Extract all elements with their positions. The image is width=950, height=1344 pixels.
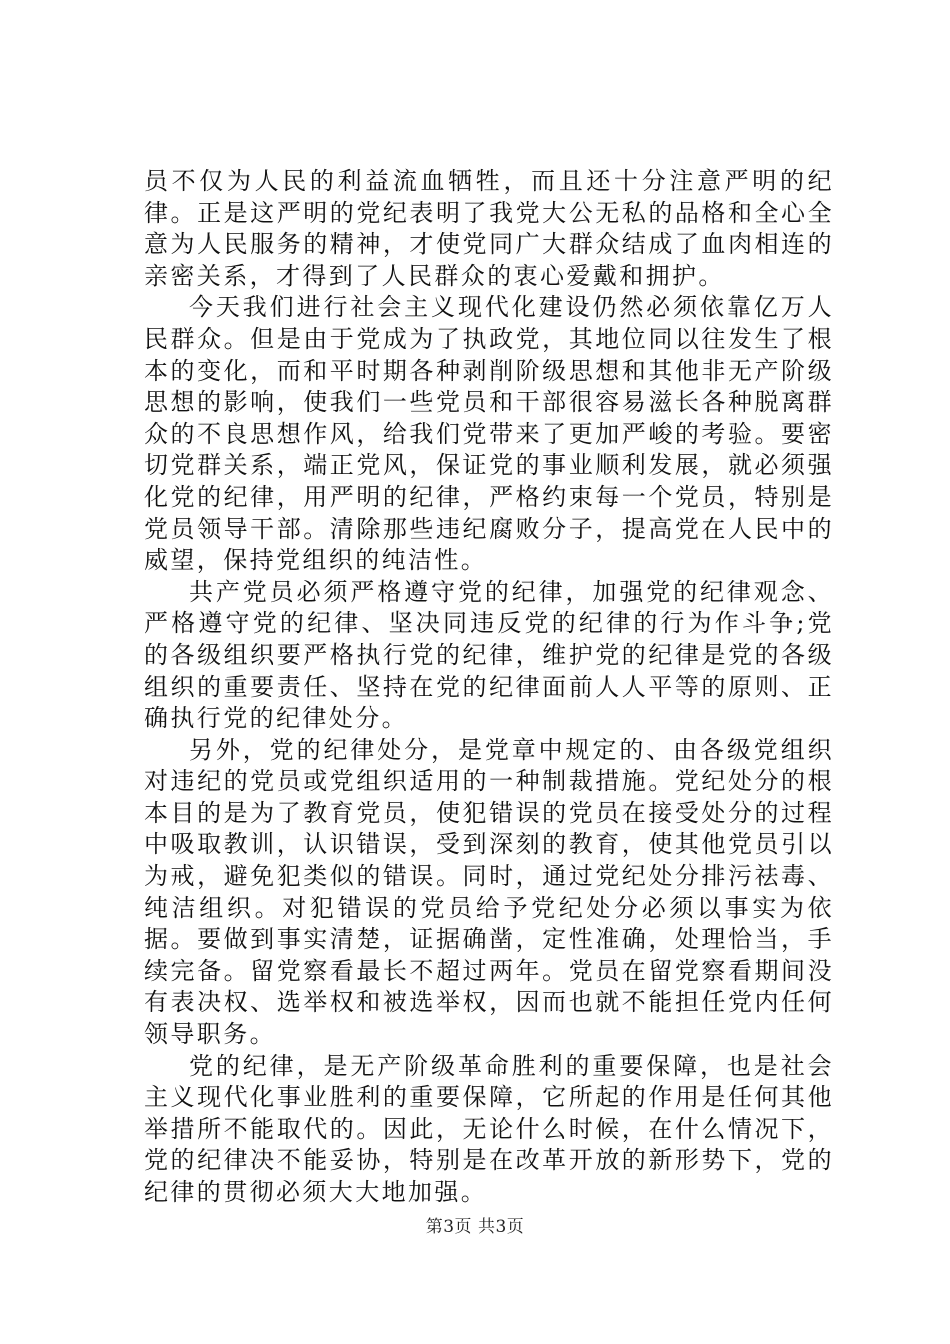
paragraph-conclusion: 党的纪律，是无产阶级革命胜利的重要保障，也是社会主义现代化事业胜利的重要保障，它所起的作用是任何其他举措所不能取代的。因此，无论什么时候，在什么情况下，党的纪律决不能妥协，特别是在改革开放的新形势下，党的纪律的贯彻必须大大地加强。 xyxy=(144,1051,834,1206)
page-number-indicator: 第3页 共3页 xyxy=(425,1217,525,1237)
document-body xyxy=(144,166,834,1209)
page-footer xyxy=(0,1216,950,1238)
paragraph-disciplinary-action: 另外，党的纪律处分，是党章中规定的、由各级党组织对违纪的党员或党组织适用的一种制裁措施。党纪处分的根本目的是为了教育党员，使犯错误的党员在接受处分的过程中吸取教训，认识错误，受到深刻的教育，使其他党员引以为戒，避免犯类似的错误。同时，通过党纪处分排污祛毒、纯洁组织。对犯错误的党员给予党纪处分必须以事实为依据。要做到事实清楚，证据确凿，定性准确，处理恰当，手续完备。留党察看最长不超过两年。党员在留党察看期间没有表决权、选举权和被选举权，因而也就不能担任党内任何领导职务。 xyxy=(144,735,834,1049)
paragraph-construction: 今天我们进行社会主义现代化建设仍然必须依靠亿万人民群众。但是由于党成为了执政党，其地位同以往发生了根本的变化，而和平时期各种剥削阶级思想和其他非无产阶级思想的影响，使我们一些党员和干部很容易滋长各种脱离群众的不良思想作风，给我们党带来了更加严峻的考验。要密切党群关系，端正党风，保证党的事业顺利发展，就必须强化党的纪律，用严明的纪律，严格约束每一个党员，特别是党员领导干部。清除那些违纪腐败分子，提高党在人民中的威望，保持党组织的纯洁性。 xyxy=(144,293,834,575)
paragraph-party-discipline: 共产党员必须严格遵守党的纪律，加强党的纪律观念、严格遵守党的纪律、坚决同违反党的纪律的行为作斗争;党的各级组织要严格执行党的纪律，维护党的纪律是党的各级组织的重要责任、坚持在党的纪律面前人人平等的原则、正确执行党的纪律处分。 xyxy=(144,577,834,733)
paragraph-continuation: 员不仅为人民的利益流血牺牲，而且还十分注意严明的纪律。正是这严明的党纪表明了我党大公无私的品格和全心全意为人民服务的精神，才使党同广大群众结成了血肉相连的亲密关系，才得到了人民群众的衷心爱戴和拥护。 xyxy=(144,167,834,290)
